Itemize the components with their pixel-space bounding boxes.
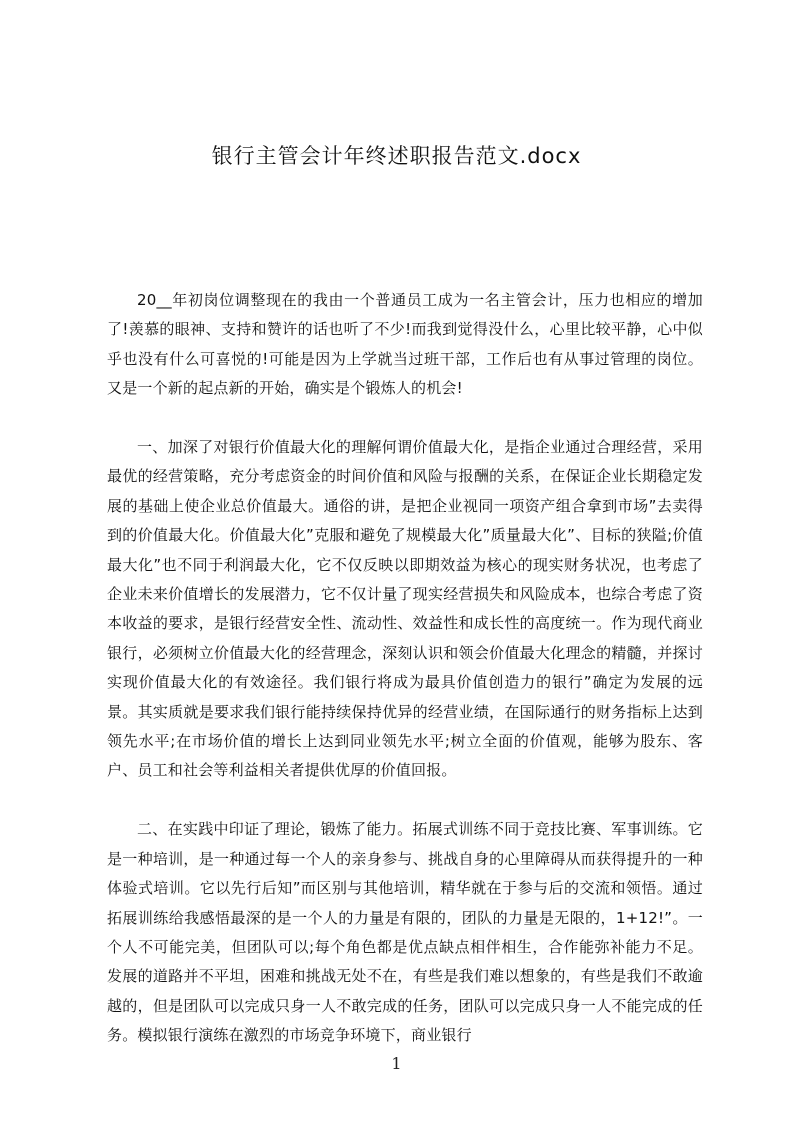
page-number: 1 (391, 1054, 402, 1073)
paragraph-section-one: 一、加深了对银行价值最大化的理解何谓价值最大化，是指企业通过合理经营，采用最优的经营策略，充分考虑资金的时间价值和风险与报酬的关系，在保证企业长期稳定发展的基础上使企业总价值最大。通俗的讲，是把企业视同一项资产组合拿到市场”去卖得到的价值最大化。价值最大化”克服和避免了规模最大化”质量最大化”、目标的狭隘;价值最大化”也不同于利润最大化，它不仅反映以即期效益为核心的现实财务状况，也考虑了企业未来价值增长的发展潜力，它不仅计量了现实经营损失和风险成本，也综合考虑了资本收益的要求，是银行经营安全性、流动性、效益性和成长性的高度统一。作为现代商业银行，必须树立价值最大化的经营理念，深刻认识和领会价值最大化理念的精髓，并探讨实现价值最大化的有效途径。我们银行将成为最具价值创造力的银行”确定为发展的远景。其实质就是要求我们银行能持续保持优异的经营业绩，在国际通行的财务指标上达到领先水平;在市场价值的增长上达到同业领先水平;树立全面的价值观，能够为股东、客户、员工和社会等利益相关者提供优厚的价值回报。 (107, 438, 703, 780)
paragraph-intro: 20__年初岗位调整现在的我由一个普通员工成为一名主管会计，压力也相应的增加了!羡慕的眼神、支持和赞许的话也听了不少!而我到觉得没什么，心里比较平静，心中似乎也没有什么可喜悦的!可能是因为上学就当过班干部，工作后也有从事过管理的岗位。又是一个新的起点新的开始，确实是个锻炼人的机会! (107, 291, 703, 398)
document-body (107, 286, 703, 1051)
document-title: 银行主管会计年终述职报告范文.docx (211, 144, 582, 168)
paragraph-spacer (107, 404, 703, 433)
paragraph-section-two: 二、在实践中印证了理论，锻炼了能力。拓展式训练不同于竞技比赛、军事训练。它是一种培训，是一种通过每一个人的亲身参与、挑战自身的心里障碍从而获得提升的一种体验式培训。它以先行后知”而区别与其他培训，精华就在于参与后的交流和领悟。通过拓展训练给我感悟最深的是一个人的力量是有限的，团队的力量是无限的，1+12!”。一个人不可能完美，但团队可以;每个角色都是优点缺点相伴相生，合作能弥补能力不足。发展的道路并不平坦，困难和挑战无处不在，有些是我们难以想象的，有些是我们不敢逾越的，但是团队可以完成只身一人不敢完成的任务，团队可以完成只身一人不能完成的任务。模拟银行演练在激烈的市场竞争环境下，商业银行 (107, 820, 703, 1045)
paragraph-spacer (107, 786, 703, 815)
